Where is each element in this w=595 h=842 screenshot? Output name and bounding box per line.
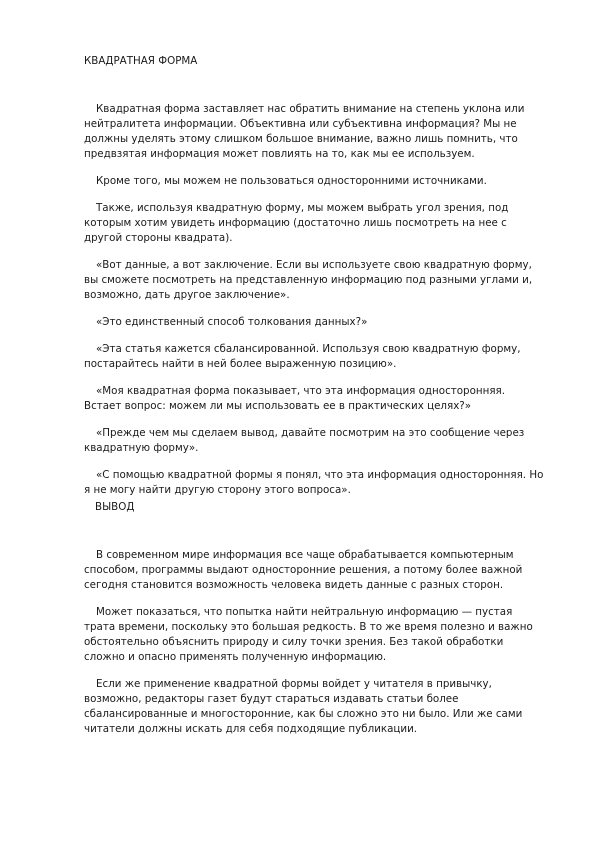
- paragraph: «Моя квадратная форма показывает, что эта информация односторонняя. Встает вопрос: можем ли мы использовать ее в практических целях?»: [84, 385, 506, 412]
- paragraph: «Вот данные, а вот заключение. Если вы используете свою квадратную форму, вы сможете посмотреть на представленную информацию под разными углами и, возможно, дать другое заключение».: [84, 259, 533, 301]
- paragraph: В современном мире информация все чаще обрабатывается компьютерным способом, программы выдают односторонние решения, а потому более важной сегодня становится возможность человека видеть данные с разных сторон.: [84, 549, 523, 591]
- body-section-bottom: [84, 548, 544, 749]
- body-section-top: [84, 102, 544, 510]
- paragraph: «Это единственный способ толкования данных?»: [96, 316, 368, 328]
- paragraph: «Прежде чем мы сделаем вывод, давайте посмотрим на это сообщение через квадратную форму».: [84, 427, 525, 454]
- paragraph: Кроме того, мы можем не пользоваться односторонними источниками.: [96, 175, 487, 187]
- paragraph: «С помощью квадратной формы я понял, что эта информация односторонняя. Но я не могу найти другую сторону этого вопроса».: [84, 469, 544, 496]
- paragraph: Может показаться, что попытка найти нейтральную информацию — пустая трата времени, поскольку это большая редкость. В то же время полезно и важно обстоятельно объяснить природу и силу точки зрения. Без такой обработки сложно и опасно применять полученную информацию.: [84, 606, 533, 663]
- paragraph: «Эта статья кажется сбалансированной. Используя свою квадратную форму, постарайтесь найти в ней более выраженную позицию».: [84, 343, 521, 370]
- document-title: КВАДРАТНАЯ ФОРМА: [84, 55, 198, 67]
- paragraph: Если же применение квадратной формы войдет у читателя в привычку, возможно, редакторы газет будут стараться издавать статьи более сбалансированные и многосторонние, как бы сложно это ни было. Или же сами читатели должны искать для себя подходящие публикации.: [84, 678, 523, 735]
- conclusion-heading: ВЫВОД: [95, 501, 135, 513]
- paragraph: Квадратная форма заставляет нас обратить внимание на степень уклона или нейтралитета информации. Объективна или субъективна информация? Мы не должны уделять этому слишком большое внимание, важно лишь помнить, что предвзятая информация может повлиять на то, как мы ее используем.: [84, 103, 525, 160]
- paragraph: Также, используя квадратную форму, мы можем выбрать угол зрения, под которым хотим увидеть информацию (достаточно лишь посмотреть на нее с другой стороны квадрата).: [84, 202, 509, 244]
